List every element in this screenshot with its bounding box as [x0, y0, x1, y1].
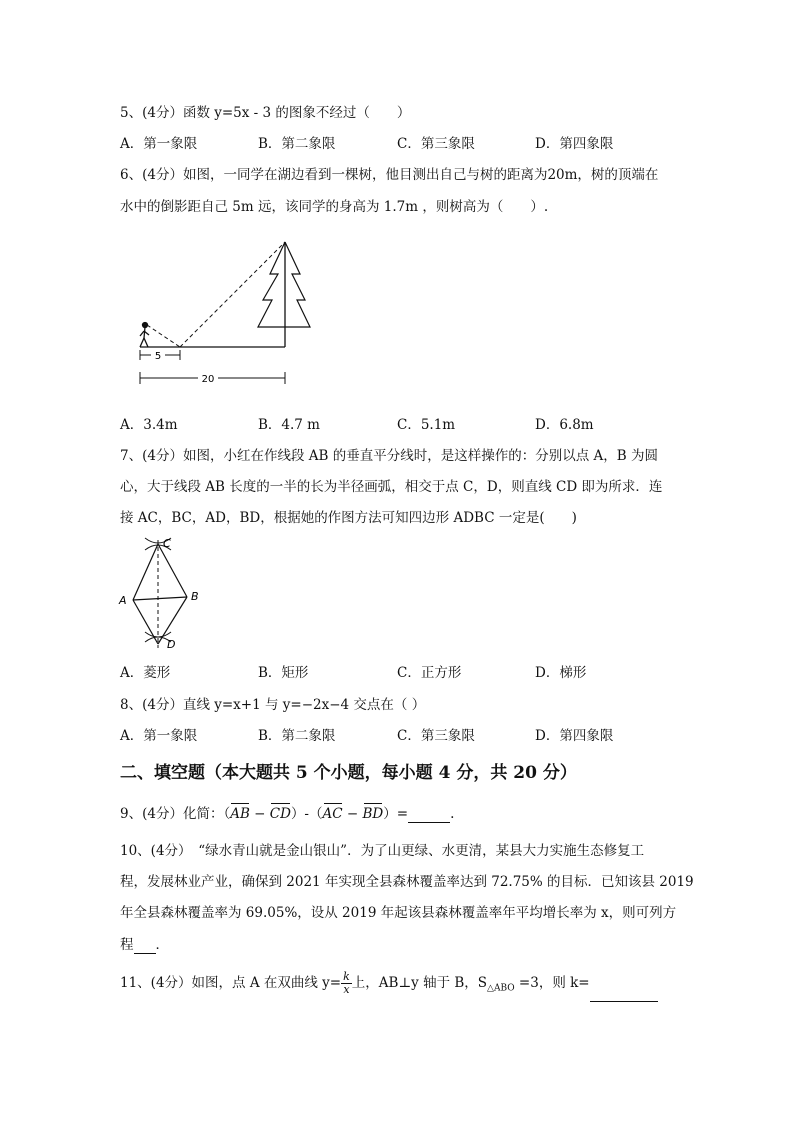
- q5-option-a: A．第一象限: [120, 136, 198, 152]
- q5-option-d: D．第四象限: [535, 136, 614, 152]
- q8-stem: 8、(4分）直线 y=x+1 与 y=−2x−4 交点在（ ）: [120, 697, 426, 713]
- tree-outline: [258, 242, 310, 327]
- q11-prefix: 11、(4分）如图，点 A 在双曲线 y=: [120, 975, 342, 991]
- q5-option-c: C．第三象限: [397, 136, 475, 152]
- q9-end: .: [450, 806, 455, 822]
- q10-line-1: 10、(4分） “绿水青山就是金山银山”．为了山更绿、水更清，某县大力实施生态修复工: [120, 843, 645, 859]
- q6-option-b: B．4.7 m: [258, 417, 320, 433]
- q11-answer-blank[interactable]: [590, 987, 658, 1002]
- q6-option-a: A．3.4m: [120, 417, 178, 433]
- q7-kite-figure: [115, 536, 215, 656]
- q7-option-a: A．菱形: [120, 665, 171, 681]
- vector-bd: BD: [362, 806, 384, 822]
- fraction-k-over-x: [341, 971, 352, 996]
- q11-subscript: △ABO: [487, 983, 515, 994]
- q6-option-d: D．6.8m: [535, 417, 594, 433]
- point-a-label: A: [119, 594, 127, 607]
- point-b-label: B: [191, 590, 199, 603]
- q10-line-4: [120, 936, 169, 954]
- q9-prefix: 9、(4分）化简：（: [120, 806, 231, 822]
- q11-suffix: =3，则 k=: [514, 975, 590, 991]
- q10-line-2: 程，发展林业产业，确保到 2021 年实现全县森林覆盖率达到 72.75% 的目标．已知该县 2019: [120, 874, 694, 890]
- fraction-denominator: x: [343, 983, 350, 996]
- point-d-label: D: [167, 638, 176, 651]
- section-2-title: 二、填空题（本大题共 5 个小题，每小题 4 分，共 20 分）: [120, 763, 577, 783]
- q10-line-4-prefix: 程: [120, 937, 134, 953]
- q6-line-1: 6、(4分）如图，一同学在湖边看到一棵树，他目测出自己与树的距离为20m，树的顶端在: [120, 167, 659, 183]
- q10-line-4-suffix: ．: [155, 937, 169, 953]
- sight-line-to-reflection: [147, 325, 180, 347]
- fraction-numerator: k: [343, 970, 350, 983]
- q8-option-d: D．第四象限: [535, 728, 614, 744]
- q8-option-a: A．第一象限: [120, 728, 198, 744]
- q6-option-c: C．5.1m: [397, 417, 456, 433]
- q7-option-b: B．矩形: [258, 665, 309, 681]
- q9-answer-blank[interactable]: [408, 808, 450, 823]
- q9-minus-1: −: [249, 806, 270, 822]
- q9-minus-2: −: [342, 806, 363, 822]
- point-c-label: C: [163, 537, 171, 550]
- reflection-to-treetop: [180, 242, 285, 347]
- q7-line-1: 7、(4分）如图，小红在作线段 AB 的垂直平分线时，是这样操作的：分别以点 A，B 为圆: [120, 448, 658, 464]
- q9-mid: ）-（: [290, 806, 323, 822]
- vector-ac: AC: [322, 806, 343, 822]
- q11-mid: 上，AB⊥y 轴于 B，S: [351, 975, 488, 991]
- q11-stem: [120, 970, 658, 1002]
- vector-ab: AB: [230, 806, 250, 822]
- q7-line-2: 心，大于线段 AB 长度的一半的长为半径画弧，相交于点 C，D，则直线 CD 即为所求．连: [120, 479, 663, 495]
- q8-option-c: C．第三象限: [397, 728, 475, 744]
- q8-option-b: B．第二象限: [258, 728, 336, 744]
- q6-tree-figure: [120, 232, 320, 392]
- q10-answer-blank[interactable]: [134, 939, 156, 954]
- q9-stem: [120, 805, 454, 823]
- q6-line-2: 水中的倒影距自己 5m 远，该同学的身高为 1.7m ，则树高为（ ）.: [120, 199, 549, 215]
- q5-option-b: B．第二象限: [258, 136, 336, 152]
- dimension-label-5: 5: [154, 351, 162, 362]
- dimension-label-20: 20: [201, 374, 215, 385]
- q9-suffix: ）=: [383, 806, 409, 822]
- q7-option-c: C．正方形: [397, 665, 462, 681]
- q7-line-3: 接 AC，BC，AD，BD，根据她的作图方法可知四边形 ADBC 一定是( ): [120, 510, 577, 526]
- q10-line-3: 年全县森林覆盖率为 69.05%，设从 2019 年起该县森林覆盖率年平均增长率为 x，则可列方: [120, 905, 677, 921]
- q7-option-d: D．梯形: [535, 665, 587, 681]
- q5-stem: 5、(4分）函数 y=5x - 3 的图象不经过（ ）: [120, 105, 411, 121]
- person-icon: [140, 323, 149, 348]
- vector-cd: CD: [269, 806, 291, 822]
